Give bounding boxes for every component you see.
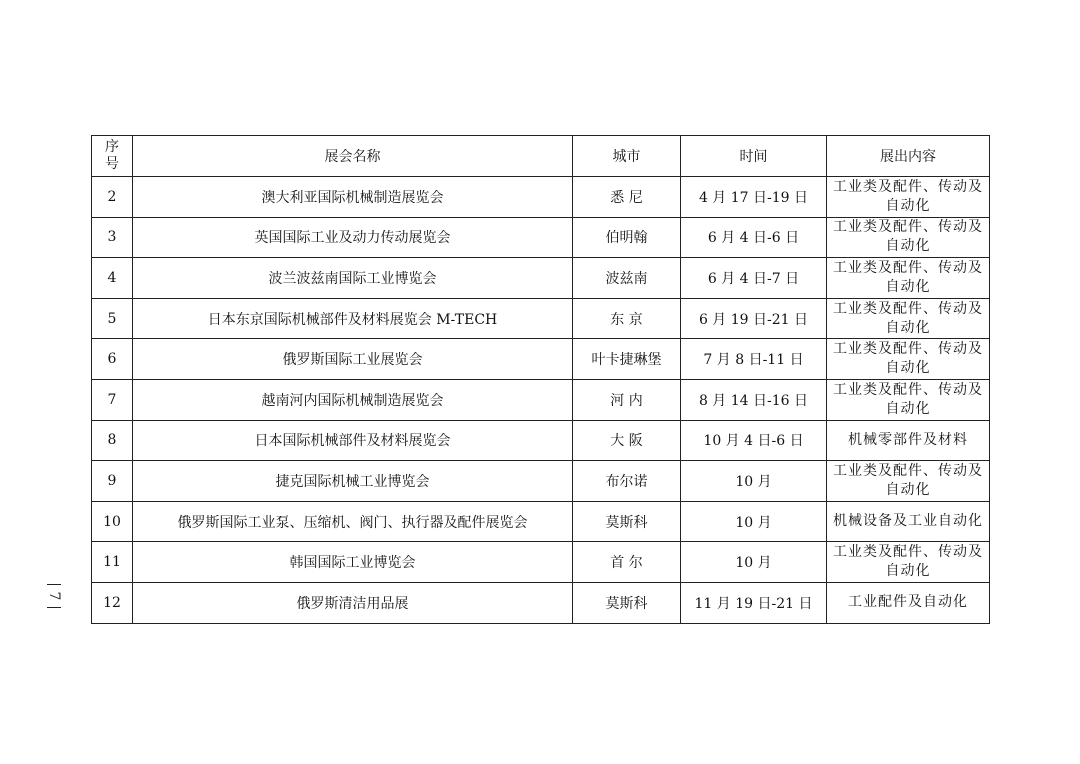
cell-city: 河 内 [573, 379, 681, 420]
header-city: 城市 [573, 136, 681, 177]
table-row [92, 217, 990, 258]
cell-name: 俄罗斯国际工业泵、压缩机、阀门、执行器及配件展览会 [133, 501, 573, 542]
table-row [92, 461, 990, 502]
cell-city: 莫斯科 [573, 501, 681, 542]
cell-name: 越南河内国际机械制造展览会 [133, 379, 573, 420]
cell-no: 5 [92, 298, 133, 339]
page-number-value: 7 [46, 591, 62, 601]
table-row [92, 339, 990, 380]
cell-no: 9 [92, 461, 133, 502]
header-no [92, 136, 133, 177]
table-row [92, 420, 990, 461]
cell-name: 韩国国际工业博览会 [133, 542, 573, 583]
page-number [44, 584, 64, 644]
cell-content: 工业类及配件、传动及自动化 [827, 217, 990, 258]
cell-content: 机械零部件及材料 [827, 420, 990, 461]
cell-time: 6 月 4 日-6 日 [681, 217, 827, 258]
cell-no: 3 [92, 217, 133, 258]
header-content: 展出内容 [827, 136, 990, 177]
header-name: 展会名称 [133, 136, 573, 177]
cell-city: 布尔诺 [573, 461, 681, 502]
cell-city: 叶卡捷琳堡 [573, 339, 681, 380]
cell-city: 大 阪 [573, 420, 681, 461]
cell-no: 10 [92, 501, 133, 542]
table-row [92, 379, 990, 420]
header-time: 时间 [681, 136, 827, 177]
cell-time: 7 月 8 日-11 日 [681, 339, 827, 380]
cell-content: 工业配件及自动化 [827, 582, 990, 623]
page-number-dash-top [47, 584, 61, 585]
cell-no: 2 [92, 177, 133, 218]
cell-name: 波兰波兹南国际工业博览会 [133, 258, 573, 299]
cell-content: 工业类及配件、传动及自动化 [827, 298, 990, 339]
cell-name: 澳大利亚国际机械制造展览会 [133, 177, 573, 218]
cell-content: 工业类及配件、传动及自动化 [827, 542, 990, 583]
cell-content: 工业类及配件、传动及自动化 [827, 461, 990, 502]
cell-time: 10 月 [681, 461, 827, 502]
table-row [92, 298, 990, 339]
exhibition-table [91, 135, 990, 624]
cell-content: 机械设备及工业自动化 [827, 501, 990, 542]
table-row [92, 582, 990, 623]
header-no-line2: 号 [105, 156, 119, 172]
cell-time: 11 月 19 日-21 日 [681, 582, 827, 623]
cell-city: 波兹南 [573, 258, 681, 299]
cell-no: 4 [92, 258, 133, 299]
table-row [92, 177, 990, 218]
cell-time: 8 月 14 日-16 日 [681, 379, 827, 420]
cell-city: 伯明翰 [573, 217, 681, 258]
cell-no: 12 [92, 582, 133, 623]
table-header-row [92, 136, 990, 177]
cell-time: 10 月 [681, 501, 827, 542]
cell-content: 工业类及配件、传动及自动化 [827, 177, 990, 218]
cell-time: 10 月 [681, 542, 827, 583]
table-row [92, 501, 990, 542]
cell-time: 6 月 19 日-21 日 [681, 298, 827, 339]
cell-no: 11 [92, 542, 133, 583]
cell-time: 4 月 17 日-19 日 [681, 177, 827, 218]
cell-name: 俄罗斯国际工业展览会 [133, 339, 573, 380]
cell-city: 悉 尼 [573, 177, 681, 218]
cell-content: 工业类及配件、传动及自动化 [827, 379, 990, 420]
header-no-line1: 序 [105, 139, 119, 155]
page-number-dash-bottom [47, 607, 61, 608]
cell-name: 捷克国际机械工业博览会 [133, 461, 573, 502]
cell-no: 7 [92, 379, 133, 420]
cell-content: 工业类及配件、传动及自动化 [827, 258, 990, 299]
table-row [92, 542, 990, 583]
cell-time: 10 月 4 日-6 日 [681, 420, 827, 461]
cell-city: 东 京 [573, 298, 681, 339]
cell-name: 俄罗斯清洁用品展 [133, 582, 573, 623]
cell-name: 英国国际工业及动力传动展览会 [133, 217, 573, 258]
cell-no: 6 [92, 339, 133, 380]
cell-time: 6 月 4 日-7 日 [681, 258, 827, 299]
cell-no: 8 [92, 420, 133, 461]
table-row [92, 258, 990, 299]
cell-name: 日本国际机械部件及材料展览会 [133, 420, 573, 461]
cell-content: 工业类及配件、传动及自动化 [827, 339, 990, 380]
cell-name: 日本东京国际机械部件及材料展览会 M-TECH [133, 298, 573, 339]
cell-city: 首 尔 [573, 542, 681, 583]
cell-city: 莫斯科 [573, 582, 681, 623]
